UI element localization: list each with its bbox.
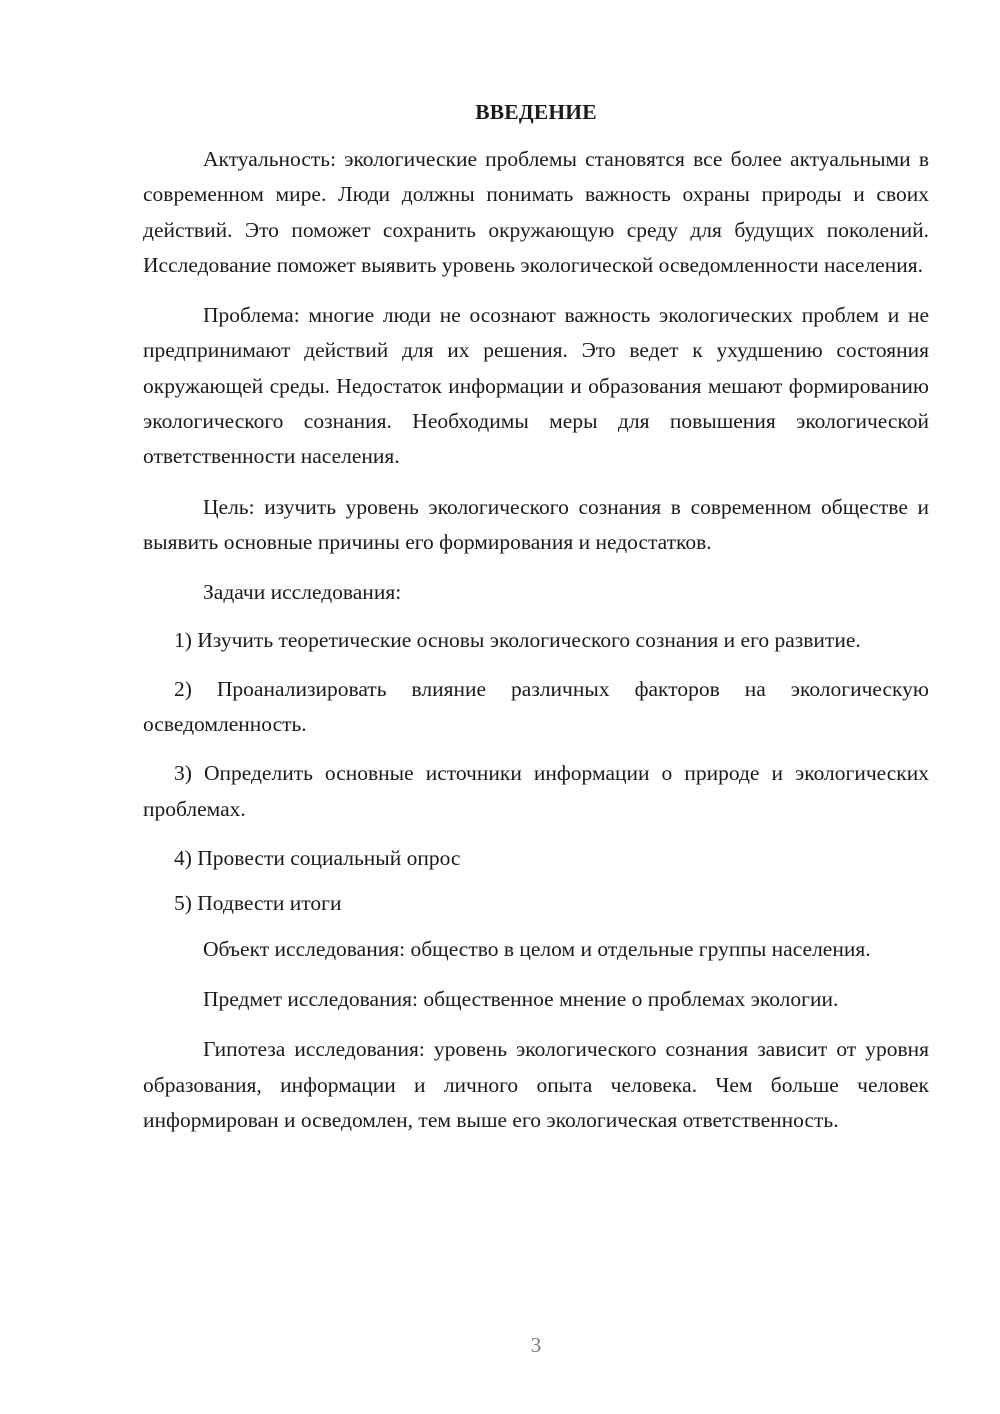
task-item-2: 2) Проанализировать влияние различных факторов на экологическую осведомленность. xyxy=(143,676,929,737)
subject-paragraph: Предмет исследования: общественное мнение о проблемах экологии. xyxy=(203,986,839,1011)
goal-paragraph: Цель: изучить уровень экологического сознания в современном обществе и выявить основные причины его формирования и недостатков. xyxy=(143,494,929,554)
task-item-1: 1) Изучить теоретические основы экологического сознания и его развитие. xyxy=(174,627,861,652)
relevance-paragraph: Актуальность: экологические проблемы становятся все более актуальными в современном мире. Люди должны понимать важность охраны природы и своих действий. Это поможет сохранить окружающую среду для будущих поколений. Исследование поможет выявить уровень экологической осведомленности населения. xyxy=(143,147,929,277)
object-paragraph: Объект исследования: общество в целом и отдельные группы населения. xyxy=(203,936,871,961)
task-item-4: 4) Провести социальный опрос xyxy=(174,846,461,871)
problem-paragraph: Проблема: многие люди не осознают важность экологических проблем и не предпринимают действий для их решения. Это ведет к ухудшению состояния окружающей среды. Недостаток информации и образования мешают формированию экологического сознания. Необходимы меры для повышения экологической ответственности населения. xyxy=(143,303,929,469)
document-title: ВВЕДЕНИЕ xyxy=(475,100,597,124)
hypothesis-paragraph: Гипотеза исследования: уровень экологического сознания зависит от уровня образования, информации и личного опыта человека. Чем больше человек информирован и осведомлен, тем выше его экологическая ответственность. xyxy=(143,1037,929,1132)
task-item-5: 5) Подвести итоги xyxy=(174,891,342,916)
task-item-3: 3) Определить основные источники информации о природе и экологических проблемах. xyxy=(143,761,929,821)
tasks-heading: Задачи исследования: xyxy=(203,580,402,605)
page-number: 3 xyxy=(530,1333,542,1357)
document-page xyxy=(143,95,929,1153)
